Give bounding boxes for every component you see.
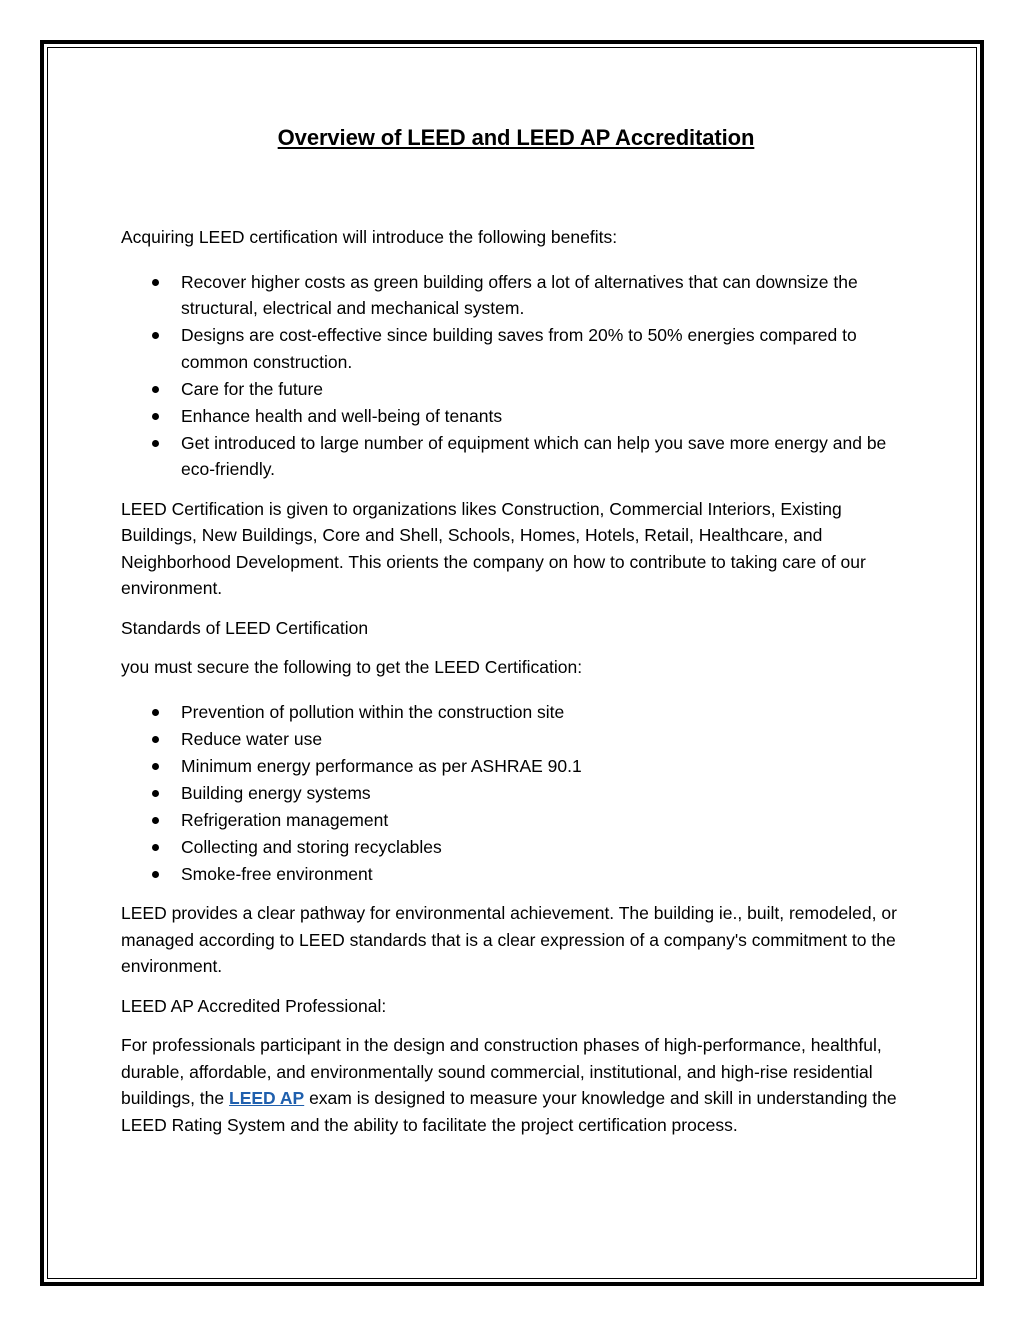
ap-paragraph-before: For professionals participant in the design and construction phases of high-performance, healthful, durable, affordable, and environmentally sound commercial, institutional, and high-rise residential buildings, the — [121, 1035, 882, 1108]
list-item-text: Refrigeration management — [181, 809, 389, 830]
bullet-icon — [152, 844, 159, 851]
document-body — [121, 118, 911, 1151]
bullet-icon — [152, 332, 159, 339]
pathway-paragraph: LEED provides a clear pathway for environmental achievement. The building ie., built, remodeled, or managed according to LEED standards that is a clear expression of a company's commitment to the environment. — [121, 903, 897, 976]
list-item — [121, 430, 911, 483]
list-item — [121, 403, 911, 430]
list-item — [121, 861, 911, 888]
list-item-text: Recover higher costs as green building offers a lot of alternatives that can downsize the structural, electrical and mechanical system. — [181, 271, 858, 318]
leed-ap-link[interactable]: LEED AP — [229, 1088, 305, 1108]
list-item-text: Smoke-free environment — [181, 863, 373, 884]
list-item-text: Designs are cost-effective since building saves from 20% to 50% energies compared to common construction. — [181, 325, 857, 372]
list-item-text: Reduce water use — [181, 728, 323, 749]
standards-list — [121, 699, 911, 888]
bullet-icon — [152, 440, 159, 447]
certification-paragraph: LEED Certification is given to organizations likes Construction, Commercial Interiors, Existing Buildings, New Buildings, Core and Shell, Schools, Homes, Hotels, Retail, Healthcare, and Neighborhood Development. This orients the company on how to contribute to taking care of our environment. — [121, 498, 866, 598]
list-item-text: Enhance health and well-being of tenants — [181, 405, 503, 426]
list-item — [121, 322, 911, 375]
list-item — [121, 269, 911, 322]
bullet-icon — [152, 279, 159, 286]
bullet-icon — [152, 386, 159, 393]
standards-heading: Standards of LEED Certification — [121, 617, 369, 638]
benefits-list — [121, 269, 911, 483]
list-item-text: Care for the future — [181, 378, 324, 399]
bullet-icon — [152, 817, 159, 824]
list-item-text: Get introduced to large number of equipment which can help you save more energy and be eco-friendly. — [181, 432, 887, 479]
list-item — [121, 699, 911, 726]
ap-heading: LEED AP Accredited Professional: — [121, 995, 387, 1016]
bullet-icon — [152, 763, 159, 770]
bullet-icon — [152, 790, 159, 797]
list-item — [121, 753, 911, 780]
ap-paragraph-after: exam is designed to measure your knowledge and skill in understanding the LEED Rating System and the ability to facilitate the project certification process. — [121, 1088, 897, 1135]
list-item — [121, 726, 911, 753]
ap-paragraph — [121, 1032, 911, 1138]
bullet-icon — [152, 871, 159, 878]
list-item — [121, 376, 911, 403]
standards-intro: you must secure the following to get the LEED Certification: — [121, 657, 583, 677]
bullet-icon — [152, 736, 159, 743]
document-title: Overview of LEED and LEED AP Accreditation — [277, 125, 755, 150]
bullet-icon — [152, 413, 159, 420]
list-item — [121, 807, 911, 834]
list-item-text: Minimum energy performance as per ASHRAE 90.1 — [181, 755, 582, 776]
bullet-icon — [152, 709, 159, 716]
benefits-intro: Acquiring LEED certification will introduce the following benefits: — [121, 227, 618, 247]
list-item — [121, 834, 911, 861]
list-item-text: Collecting and storing recyclables — [181, 836, 442, 857]
list-item — [121, 780, 911, 807]
list-item-text: Building energy systems — [181, 782, 371, 803]
list-item-text: Prevention of pollution within the construction site — [181, 701, 565, 722]
